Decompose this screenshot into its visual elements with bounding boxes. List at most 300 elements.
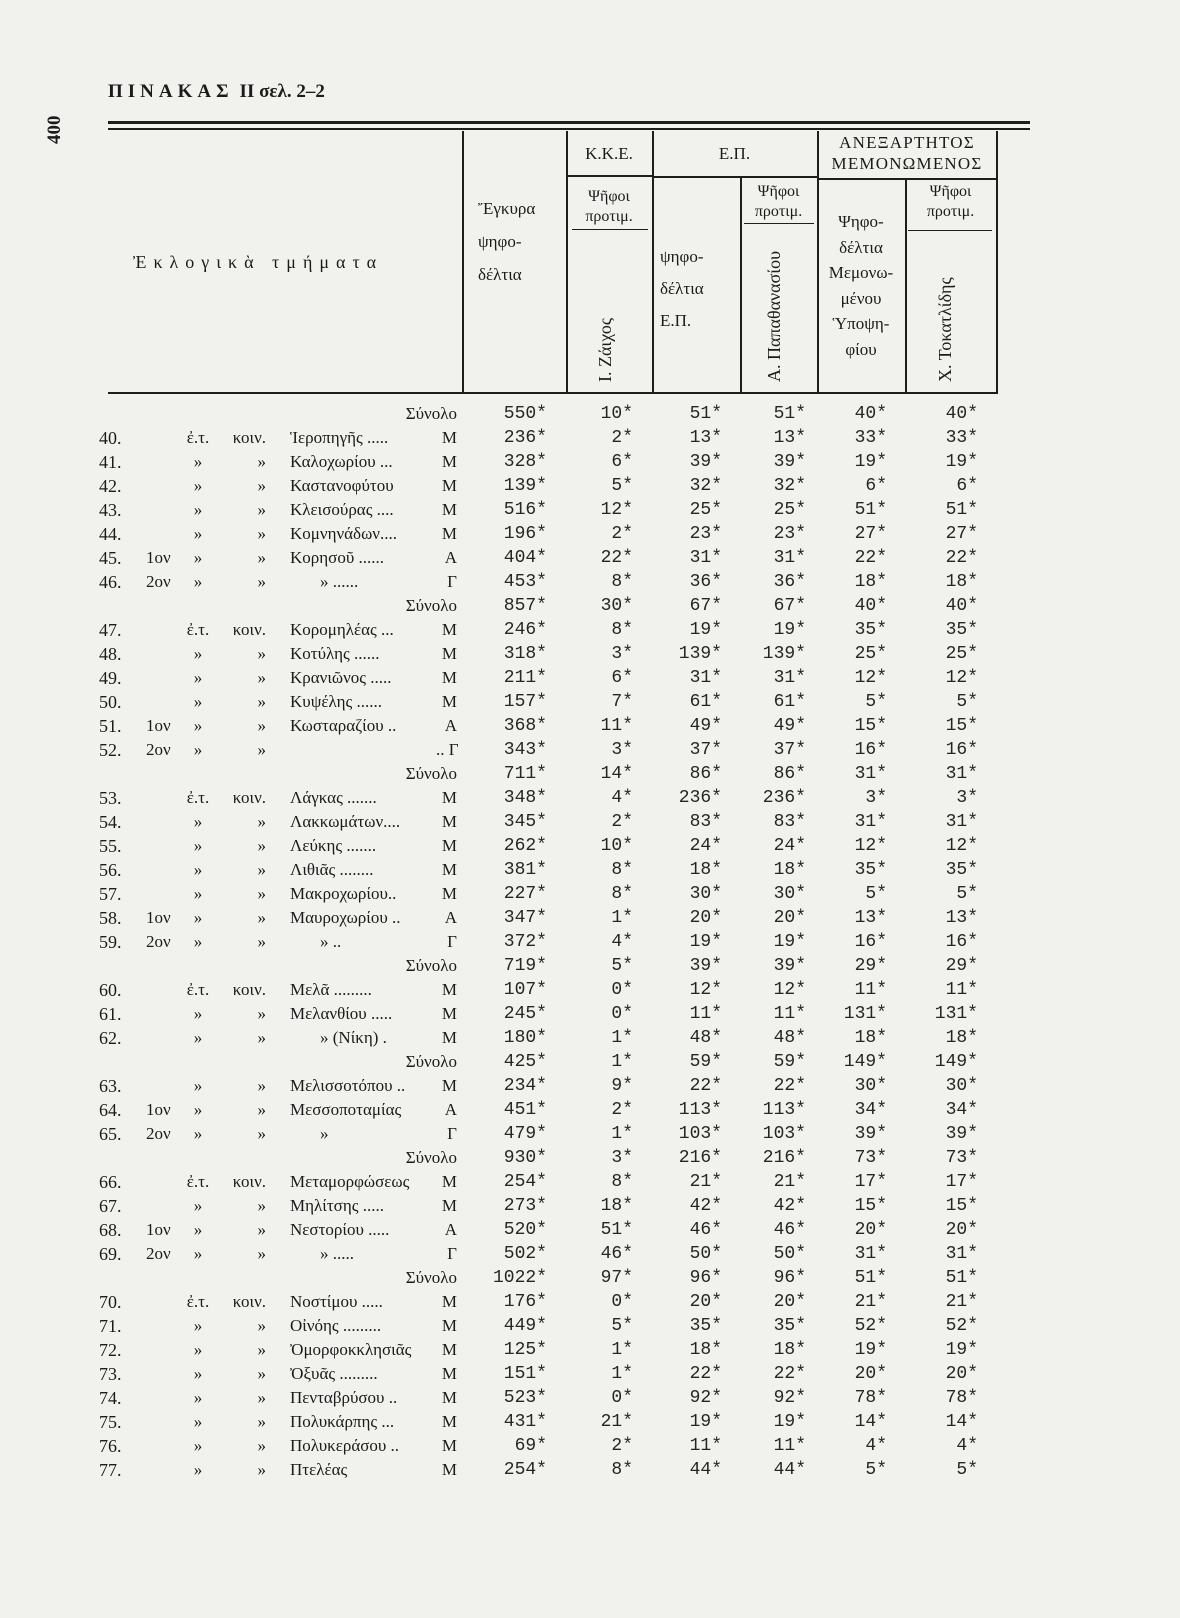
table-row [0,546,1180,570]
indep-pref-votes: 19* [945,1340,978,1360]
row-type-b: » [257,524,266,543]
indep-pref-votes: 18* [945,572,978,592]
row-category: Μ [441,620,457,639]
row-type-a: » [193,1076,203,1095]
ep-ballots: 19* [689,620,722,640]
ep-ballots: 22* [689,1364,722,1384]
header-line: Ὑποψη- [832,314,890,334]
valid-ballots: 516* [503,500,547,520]
indep-ballots: 18* [854,572,887,592]
row-type-a: » [193,1004,203,1023]
indep-ballots: 3* [865,788,887,808]
district-name: Ὀξυᾶς ......... [290,1364,378,1383]
table-row [0,1458,1180,1482]
row-number: 51. [99,716,122,736]
indep-ballots: 14* [854,1412,887,1432]
row-number: 73. [99,1364,122,1384]
total-label: Σύνολο [405,1148,457,1167]
total-label: Σύνολο [405,404,457,423]
ep-ballots: 139* [678,644,722,664]
total-row [0,402,1180,426]
row-category: Γ [447,932,457,951]
subheader-rule [908,230,992,231]
ep-ballots: 39* [689,452,722,472]
indep-pref-votes: 16* [945,932,978,952]
ep-pref-votes: 19* [773,932,806,952]
valid-ballots: 227* [503,884,547,904]
row-category: Μ [441,644,457,663]
header-line: προτιμ. [754,203,803,220]
indep-party-header [817,132,997,174]
kke-pref-votes: 8* [611,1172,633,1192]
valid-ballots: 451* [503,1100,547,1120]
indep-ballots: 149* [843,1052,887,1072]
valid-ballots: 180* [503,1028,547,1048]
kke-pref-votes: 4* [611,788,633,808]
valid-ballots: 502* [503,1244,547,1264]
ep-ballots-header [660,241,704,337]
row-type-b: » [257,1388,266,1407]
district-name: Μηλίτσης ..... [290,1196,384,1215]
ep-ballots: 18* [689,860,722,880]
valid-ballots: 107* [503,980,547,1000]
table-title [108,80,325,104]
indep-pref-votes: 17* [945,1172,978,1192]
row-type-a: » [193,1124,203,1143]
indep-pref-votes: 33* [945,428,978,448]
ep-pref-votes: 13* [773,428,806,448]
table-row [0,810,1180,834]
indep-pref-votes: 34* [945,1100,978,1120]
row-number: 47. [99,620,122,640]
ep-pref-votes: 46* [773,1220,806,1240]
row-number: 44. [99,524,122,544]
header-line: Μεμονω- [828,263,894,283]
header-line: ψηφο- [478,232,522,251]
ep-ballots: 37* [689,740,722,760]
row-category: Μ [441,524,457,543]
row-number: 54. [99,812,122,832]
header-line: Ψῆφοι [929,183,972,200]
row-category: Μ [441,1364,457,1383]
row-type-a: » [193,572,203,591]
ep-ballots: 11* [689,1436,722,1456]
row-category: Α [444,1100,457,1119]
row-type-b: » [257,716,266,735]
ep-pref-votes: 51* [773,404,806,424]
row-category: Μ [441,1316,457,1335]
ep-ballots: 23* [689,524,722,544]
row-type-a: » [193,476,203,495]
row-type-b: » [257,692,266,711]
row-number: 58. [99,908,122,928]
header-line: Ἔγκυρα [478,199,536,218]
row-category: Μ [441,788,457,807]
table-row [0,570,1180,594]
header-line: προτιμ. [926,203,975,220]
indep-pref-votes: 16* [945,740,978,760]
valid-ballots: 69* [514,1436,547,1456]
valid-ballots: 176* [503,1292,547,1312]
indep-pref-votes: 19* [945,452,978,472]
valid-ballots: 711* [503,764,547,784]
kke-pref-votes: 51* [600,1220,633,1240]
kke-pref-votes: 5* [611,956,633,976]
valid-ballots: 550* [503,404,547,424]
ep-pref-votes: 59* [773,1052,806,1072]
ep-pref-votes: 30* [773,884,806,904]
row-type-a: » [193,716,203,735]
row-type-b: » [257,1004,266,1023]
row-number: 67. [99,1196,122,1216]
ep-pref-votes: 12* [773,980,806,1000]
ep-ballots: 96* [689,1268,722,1288]
ep-ballots: 19* [689,1412,722,1432]
ep-pref-votes: 42* [773,1196,806,1216]
indep-ballots: 78* [854,1388,887,1408]
row-type-a: » [193,452,203,471]
row-category: Μ [441,812,457,831]
valid-ballots: 368* [503,716,547,736]
district-name: Ὀμορφοκκλησιᾶς [290,1340,412,1359]
table-row [0,642,1180,666]
total-label: Σύνολο [405,596,457,615]
table-row [0,474,1180,498]
indep-pref-votes: 15* [945,1196,978,1216]
row-number: 50. [99,692,122,712]
valid-ballots: 236* [503,428,547,448]
row-type-a: » [193,1220,203,1239]
ep-ballots: 30* [689,884,722,904]
row-type-a: ἐ.τ. [186,788,210,807]
row-category: Μ [441,1388,457,1407]
ep-ballots: 18* [689,1340,722,1360]
ep-pref-votes: 103* [762,1124,806,1144]
row-type-b: » [257,1340,266,1359]
indep-ballots: 31* [854,764,887,784]
row-type-a: » [193,860,203,879]
valid-ballots: 151* [503,1364,547,1384]
indep-ballots: 12* [854,836,887,856]
district-name: Κοτύλης ...... [290,644,380,663]
row-part: 2ον [146,1124,171,1143]
top-rule-thick [108,121,1030,124]
indep-pref-votes: 27* [945,524,978,544]
indep-pref-votes: 52* [945,1316,978,1336]
table-row [0,1434,1180,1458]
table-row [0,1074,1180,1098]
indep-ballots: 20* [854,1220,887,1240]
district-name: Πενταβρύσου .. [290,1388,398,1407]
row-category: Μ [441,860,457,879]
row-category: Μ [441,1076,457,1095]
district-name: Νεστορίου ..... [290,1220,390,1239]
row-type-a: » [193,692,203,711]
indep-pref-votes: 15* [945,716,978,736]
ep-ballots: 216* [678,1148,722,1168]
row-type-b: » [257,1124,266,1143]
row-type-b: » [257,1076,266,1095]
row-type-b: » [257,812,266,831]
row-number: 75. [99,1412,122,1432]
indep-pref-votes: 30* [945,1076,978,1096]
table-row [0,1338,1180,1362]
table-row [0,426,1180,450]
district-name: Κορησοῦ ...... [290,548,384,567]
row-type-b: » [257,1196,266,1215]
row-number: 45. [99,548,122,568]
kke-pref-votes: 3* [611,1148,633,1168]
ep-ballots: 12* [689,980,722,1000]
kke-pref-votes: 6* [611,668,633,688]
table-row [0,450,1180,474]
ep-pref-votes: 31* [773,548,806,568]
indep-ballots: 18* [854,1028,887,1048]
column-divider [652,131,654,394]
indep-ballots: 22* [854,548,887,568]
table-row [0,930,1180,954]
row-type-a: » [193,644,203,663]
indep-ballots: 51* [854,1268,887,1288]
row-type-a: » [193,524,203,543]
indep-ballots: 34* [854,1100,887,1120]
row-category: Μ [441,884,457,903]
ep-ballots: 39* [689,956,722,976]
indep-pref-votes: 5* [956,1460,978,1480]
kke-pref-votes: 8* [611,572,633,592]
valid-ballots: 479* [503,1124,547,1144]
kke-pref-votes: 3* [611,644,633,664]
row-category: Μ [441,1436,457,1455]
row-number: 56. [99,860,122,880]
header-bottom-rule [108,392,998,394]
total-label: Σύνολο [405,956,457,975]
ep-pref-votes: 139* [762,644,806,664]
kke-pref-header [566,187,652,227]
row-type-b: » [257,548,266,567]
table-row [0,1170,1180,1194]
district-name: Κλεισούρας .... [290,500,394,519]
ep-ballots: 19* [689,932,722,952]
row-type-b: » [257,452,266,471]
ep-pref-votes: 113* [762,1100,806,1120]
total-label: Σύνολο [405,764,457,783]
row-number: 74. [99,1388,122,1408]
district-name: Μαυροχωρίου .. [290,908,401,927]
table-row [0,882,1180,906]
row-number: 70. [99,1292,122,1312]
row-part: 2ον [146,932,171,951]
ep-ballots: 31* [689,548,722,568]
row-type-b: κοιν. [232,788,266,807]
ep-pref-votes: 236* [762,788,806,808]
ep-candidate-name: Α. Παπαθανασίου [764,250,784,382]
row-category: .. Γ [436,740,459,759]
indep-ballots: 21* [854,1292,887,1312]
row-number: 46. [99,572,122,592]
row-type-b: » [257,884,266,903]
kke-pref-votes: 7* [611,692,633,712]
header-line: Ψηφο- [838,212,884,231]
row-type-a: ἐ.τ. [186,620,210,639]
indep-ballots: 27* [854,524,887,544]
row-type-a: » [193,740,203,759]
header-line: μένου [840,288,882,308]
row-part: 2ον [146,740,171,759]
valid-ballots: 930* [503,1148,547,1168]
valid-ballots: 348* [503,788,547,808]
district-name: » ...... [320,572,359,591]
header-line: δέλτια [839,237,883,257]
total-row [0,1050,1180,1074]
valid-ballots: 125* [503,1340,547,1360]
row-type-a: » [193,836,203,855]
row-part: 1ον [146,548,171,567]
column-divider [566,131,568,394]
ep-ballots: 59* [689,1052,722,1072]
table-row [0,1386,1180,1410]
ep-ballots: 32* [689,476,722,496]
district-name: Μελᾶ ......... [290,980,372,999]
row-type-b: » [257,500,266,519]
row-category: Μ [441,1172,457,1191]
ep-pref-votes: 19* [773,1412,806,1432]
indep-pref-votes: 5* [956,884,978,904]
row-number: 52. [99,740,122,760]
ep-ballots: 42* [689,1196,722,1216]
indep-ballots: 4* [865,1436,887,1456]
row-type-a: » [193,1244,203,1263]
table-row [0,738,1180,762]
district-name: Λιθιᾶς ........ [290,860,374,879]
kke-pref-votes: 2* [611,1100,633,1120]
group-rule [817,178,997,180]
row-type-a: » [193,1460,203,1479]
header-line: Ψῆφοι [588,188,630,205]
table-row [0,1194,1180,1218]
indep-pref-votes: 5* [956,692,978,712]
row-type-b: » [257,932,266,951]
district-name: Λεύκης ....... [290,836,377,855]
total-label: Σύνολο [405,1268,457,1287]
table-row [0,1122,1180,1146]
valid-ballots: 234* [503,1076,547,1096]
row-number: 43. [99,500,122,520]
table-row [0,1314,1180,1338]
ep-pref-votes: 86* [773,764,806,784]
row-category: Α [444,1220,457,1239]
indep-ballots: 31* [854,812,887,832]
ep-pref-votes: 67* [773,596,806,616]
ep-ballots: 83* [689,812,722,832]
row-number: 61. [99,1004,122,1024]
valid-ballots: 1022* [492,1268,547,1288]
valid-ballots: 719* [503,956,547,976]
ep-pref-votes: 48* [773,1028,806,1048]
total-row [0,954,1180,978]
ep-pref-votes: 92* [773,1388,806,1408]
subheader-rule [572,229,648,230]
indep-ballots: 13* [854,908,887,928]
kke-pref-votes: 10* [600,836,633,856]
row-type-a: » [193,1316,203,1335]
indep-pref-votes: 131* [934,1004,978,1024]
row-category: Μ [441,1412,457,1431]
row-number: 64. [99,1100,122,1120]
row-type-b: » [257,668,266,687]
kke-pref-votes: 97* [600,1268,633,1288]
indep-ballots: 40* [854,596,887,616]
valid-ballots: 425* [503,1052,547,1072]
kke-pref-votes: 8* [611,884,633,904]
district-name: Κομνηνάδων.... [290,524,397,543]
valid-ballots: 157* [503,692,547,712]
indep-ballots: 52* [854,1316,887,1336]
ep-ballots: 92* [689,1388,722,1408]
indep-ballots: 30* [854,1076,887,1096]
district-name: » (Νίκη) . [320,1028,387,1047]
table-row [0,714,1180,738]
row-number: 53. [99,788,122,808]
valid-ballots: 246* [503,620,547,640]
row-category: Γ [447,1244,457,1263]
kke-pref-votes: 12* [600,500,633,520]
row-number: 60. [99,980,122,1000]
indep-pref-votes: 3* [956,788,978,808]
kke-pref-votes: 0* [611,980,633,1000]
ep-pref-votes: 61* [773,692,806,712]
indep-ballots: 73* [854,1148,887,1168]
row-type-a: ἐ.τ. [186,1292,210,1311]
ep-pref-votes: 36* [773,572,806,592]
row-category: Μ [441,1196,457,1215]
indep-ballots: 5* [865,1460,887,1480]
indep-pref-votes: 35* [945,620,978,640]
ep-pref-votes: 23* [773,524,806,544]
kke-pref-votes: 14* [600,764,633,784]
ep-pref-votes: 11* [773,1004,806,1024]
total-row [0,1266,1180,1290]
table-row [0,1026,1180,1050]
ep-pref-votes: 32* [773,476,806,496]
indep-ballots: 25* [854,644,887,664]
row-category: Μ [441,500,457,519]
indep-ballots: 5* [865,692,887,712]
ep-ballots: 51* [689,404,722,424]
row-category: Μ [441,428,457,447]
row-part: 2ον [146,1244,171,1263]
row-category: Μ [441,1340,457,1359]
ep-pref-votes: 18* [773,1340,806,1360]
row-type-a: » [193,812,203,831]
valid-ballots: 431* [503,1412,547,1432]
kke-pref-votes: 0* [611,1388,633,1408]
table-row [0,498,1180,522]
row-type-b: » [257,1028,266,1047]
kke-pref-votes: 11* [600,716,633,736]
indep-ballots: 19* [854,1340,887,1360]
district-name: Μεσσοποταμίας [290,1100,402,1119]
row-category: Μ [441,692,457,711]
indep-ballots: 40* [854,404,887,424]
table-row [0,690,1180,714]
row-number: 42. [99,476,122,496]
row-category: Μ [441,1292,457,1311]
table-row [0,834,1180,858]
ep-pref-votes: 11* [773,1436,806,1456]
row-type-b: κοιν. [232,1172,266,1191]
kke-pref-votes: 8* [611,860,633,880]
